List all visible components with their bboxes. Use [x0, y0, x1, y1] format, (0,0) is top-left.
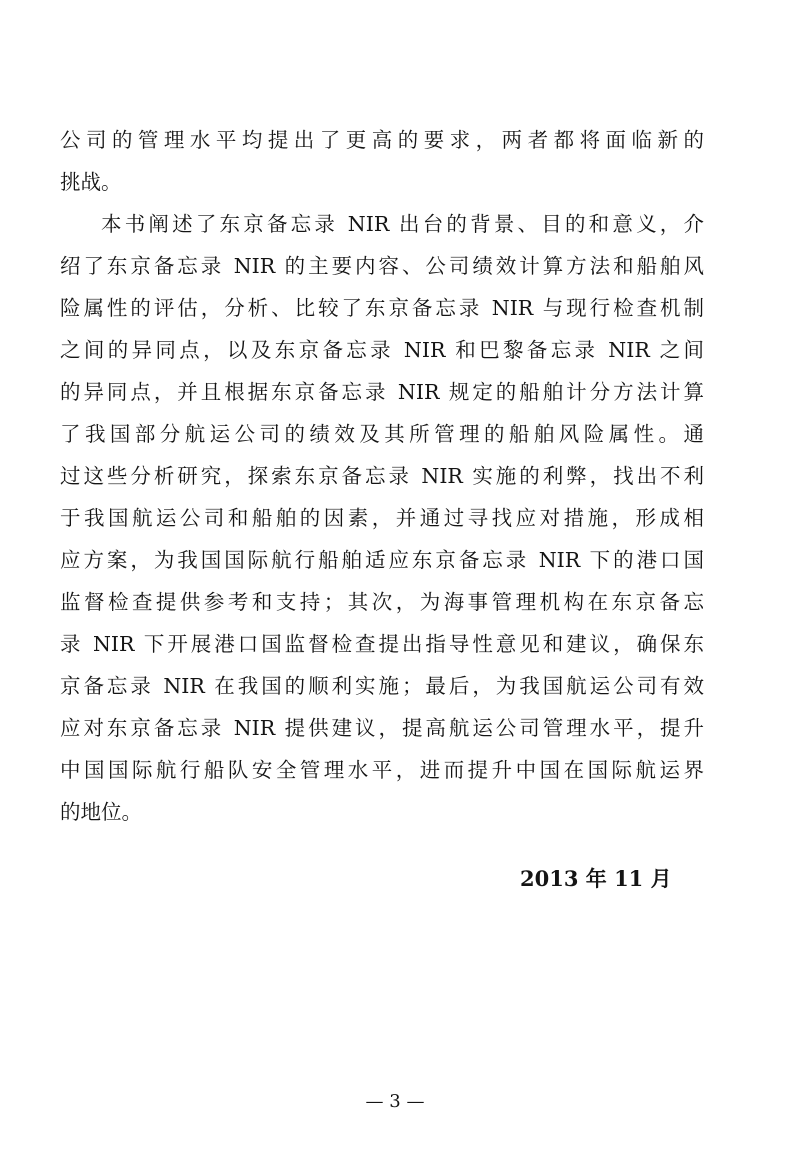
paragraph-continuation [60, 119, 704, 203]
text-line: 中国国际航行船队安全管理水平，进而提升中国在国际航运界 [60, 758, 704, 782]
text-line: 之间的异同点，以及东京备忘录 NIR 和巴黎备忘录 NIR 之间 [60, 338, 704, 362]
preface-date: 2013 年 11 月 [520, 866, 672, 891]
text-line: 本书阐述了东京备忘录 NIR 出台的背景、目的和意义，介 [101, 212, 704, 236]
text-line: 录 NIR 下开展港口国监督检查提出指导性意见和建议，确保东 [60, 632, 704, 656]
text-line: 的异同点，并且根据东京备忘录 NIR 规定的船舶计分方法计算 [60, 380, 704, 404]
text-line: 应对东京备忘录 NIR 提供建议，提高航运公司管理水平，提升 [60, 716, 704, 740]
page-number: — 3 — [365, 1091, 425, 1112]
text-line: 挑战。 [60, 170, 122, 194]
text-line: 应方案，为我国国际航行船舶适应东京备忘录 NIR 下的港口国 [60, 548, 704, 572]
text-line: 了我国部分航运公司的绩效及其所管理的船舶风险属性。通 [60, 422, 704, 446]
text-line: 绍了东京备忘录 NIR 的主要内容、公司绩效计算方法和船舶风 [60, 254, 704, 278]
body-text [60, 119, 704, 833]
text-line: 公司的管理水平均提出了更高的要求，两者都将面临新的 [60, 128, 704, 152]
text-line: 险属性的评估，分析、比较了东京备忘录 NIR 与现行检查机制 [60, 296, 704, 320]
text-line: 京备忘录 NIR 在我国的顺利实施；最后，为我国航运公司有效 [60, 674, 704, 698]
paragraph-main [60, 203, 704, 833]
text-line: 的地位。 [60, 800, 142, 824]
text-line: 过这些分析研究，探索东京备忘录 NIR 实施的利弊，找出不利 [60, 464, 704, 488]
text-line: 监督检查提供参考和支持；其次，为海事管理机构在东京备忘 [60, 590, 704, 614]
text-line: 于我国航运公司和船舶的因素，并通过寻找应对措施，形成相 [60, 506, 704, 530]
